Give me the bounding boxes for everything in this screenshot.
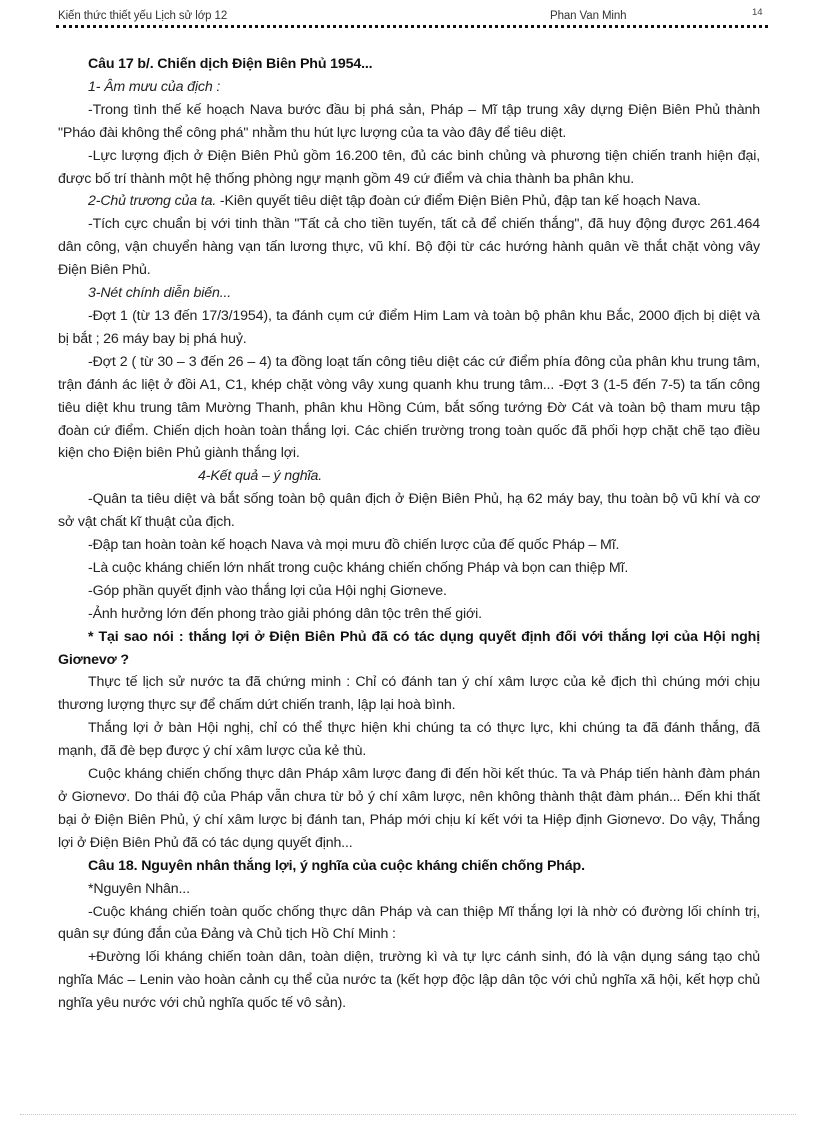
header-divider — [56, 25, 768, 28]
section-2-text: -Kiên quyết tiêu diệt tập đoàn cứ điểm Điện Biên Phủ, đập tan kế hoạch Nava. — [216, 193, 701, 210]
section-3-heading-text: 3-Nét chính diễn biến... — [88, 285, 232, 302]
section-4-heading — [58, 465, 760, 488]
paragraph: -Quân ta tiêu diệt và bắt sống toàn bộ quân địch ở Điện Biên Phủ, hạ 62 máy bay, thu toàn bộ vũ khí và cơ sở vật chất kĩ thuật của địch. — [58, 491, 760, 531]
page-number: 14 — [752, 7, 763, 18]
section-1-heading-text: 1- Âm mưu của địch : — [88, 78, 221, 95]
paragraph: -Lực lượng địch ở Điện Biên Phủ gồm 16.200 tên, đủ các binh chủng và phương tiện chiến tranh hiện đại, được bố trí thành một hệ thống phòng ngự mạnh gồm 49 cứ điểm và chia thành ba phân khu. — [58, 147, 760, 187]
paragraph: -Cuộc kháng chiến toàn quốc chống thực dân Pháp và can thiệp Mĩ thắng lợi là nhờ có đường lối chính trị, quân sự đúng đắn của Đảng và Chủ tịch Hồ Chí Minh : — [58, 903, 760, 943]
paragraph: Thắng lợi ở bàn Hội nghị, chỉ có thể thực hiện khi chúng ta có thực lực, khi chúng ta đã đánh thắng, đã mạnh, đã đè bẹp được ý chí xâm lược của kẻ thù. — [58, 720, 760, 760]
paragraph: -Trong tình thế kế hoạch Nava bước đầu bị phá sản, Pháp – Mĩ tập trung xây dựng Điện Biên Phủ thành "Pháo đài không thể công phá" nhằm thu hút lực lượng của ta vào đây để tiêu diệt. — [58, 101, 760, 141]
section-3-heading — [58, 282, 760, 305]
paragraph: -Góp phần quyết định vào thắng lợi của Hội nghị Giơneve. — [88, 582, 447, 599]
paragraph: +Đường lối kháng chiến toàn dân, toàn diện, trường kì và tự lực cánh sinh, đó là vận dụng sáng tạo chủ nghĩa Mác – Lenin vào hoàn cảnh cụ thể của nước ta (kết hợp độc lập dân tộc với chủ nghĩa xã hội, kết hợp chủ nghĩa yêu nước với chủ nghĩa quốc tế vô sản). — [58, 949, 760, 1012]
paragraph: -Đợt 1 (từ 13 đến 17/3/1954), ta đánh cụm cứ điểm Him Lam và toàn bộ phân khu Bắc, 2000 địch bị diệt và bị bắt ; 26 máy bay bị phá huỷ. — [58, 307, 760, 347]
question-18-title: Câu 18. Nguyên nhân thắng lợi, ý nghĩa của cuộc kháng chiến chống Pháp. — [88, 857, 585, 874]
section-1-heading — [58, 76, 760, 99]
paragraph: -Là cuộc kháng chiến lớn nhất trong cuộc kháng chiến chống Pháp và bọn can thiệp Mĩ. — [88, 559, 629, 576]
paragraph: Thực tế lịch sử nước ta đã chứng minh : Chỉ có đánh tan ý chí xâm lược của kẻ địch thì chúng mới chịu thương lượng thực sự để chấm dứt chiến tranh, lập lại hoà bình. — [58, 674, 760, 714]
paragraph: -Đập tan hoàn toàn kế hoạch Nava và mọi mưu đồ chiến lược của đế quốc Pháp – Mĩ. — [88, 537, 620, 554]
page-header — [58, 10, 762, 26]
document-body — [58, 53, 760, 1015]
question-17-title: Câu 17 b/. Chiến dịch Điện Biên Phủ 1954... — [88, 56, 373, 72]
paragraph: Cuộc kháng chiến chống thực dân Pháp xâm lược đang đi đến hồi kết thúc. Ta và Pháp tiến hành đàm phán ở Giơnevơ. Do thái độ của Pháp vẫn chưa từ bỏ ý chí xâm lược, nên không thành thật đàm phán... Đến khi thất bại ở Điện Biên Phủ, ý chí xâm lược bị đánh tan, Pháp mới chịu kí kết với ta Hiệp định Giơnevơ. Do vậy, Thắng lợi ở Điện Biên Phủ đã có tác dụng quyết định... — [58, 766, 760, 851]
footer-divider — [20, 1114, 796, 1115]
section-4-heading-text: 4-Kết quả – ý nghĩa. — [198, 468, 322, 485]
why-question-heading: * Tại sao nói : thắng lợi ở Điện Biên Phủ đã có tác dụng quyết định đối với thắng lợi của Hội nghị Giơnevơ ? — [58, 628, 760, 668]
header-title: Kiến thức thiết yếu Lịch sử lớp 12 — [58, 10, 228, 22]
paragraph: -Tích cực chuẩn bị với tinh thần "Tất cả cho tiền tuyến, tất cả để chiến thắng", đã huy động được 261.464 dân công, vận chuyển hàng vạn tấn lương thực, vũ khí. Bộ đội từ các hướng hành quân về thắt chặt vòng vây Điện Biên Phủ. — [58, 216, 760, 279]
paragraph: -Ảnh hưởng lớn đến phong trào giải phóng dân tộc trên thế giới. — [88, 605, 482, 622]
paragraph: -Đợt 2 ( từ 30 – 3 đến 26 – 4) ta đồng loạt tấn công tiêu diệt các cứ điểm phía đông của phân khu trung tâm, trận đánh ác liệt ở đồi A1, C1, khép chặt vòng vây xung quanh khu trung tâm... -Đợt 3 (1-5 đến 7-5) ta tấn công tiêu diệt khu trung tâm Mường Thanh, phân khu Hồng Cúm, bắt sống tướng Đờ Cát và toàn bộ tham mưu tập đoàn cứ điểm. Chiến dịch hoàn toàn thắng lợi. Các chiến trường trong toàn quốc đã phối hợp chặt chẽ tạo điều kiện cho Điện biên Phủ giành thắng lợi. — [58, 353, 760, 462]
header-author: Phan Van Minh — [550, 10, 627, 22]
section-2-paragraph — [58, 190, 760, 213]
section-2-heading: 2-Chủ trương của ta. — [88, 193, 217, 210]
subheading: *Nguyên Nhân... — [88, 880, 190, 897]
